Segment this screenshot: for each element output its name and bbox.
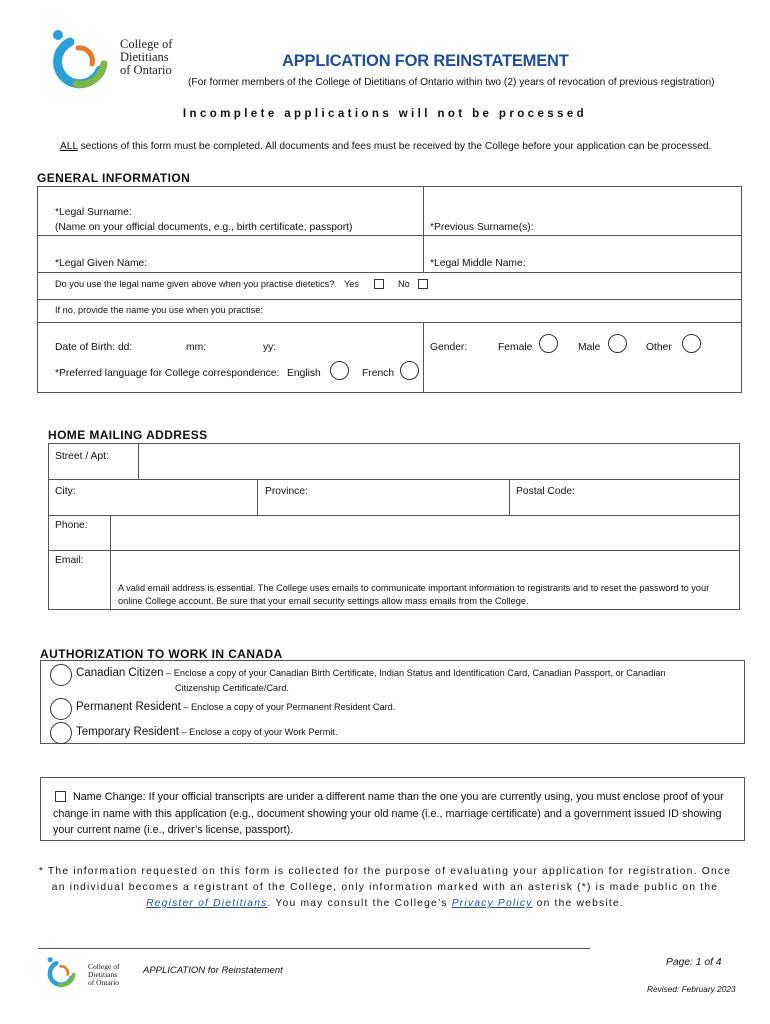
male-radio[interactable] (608, 334, 627, 353)
legal-middle-name-label: *Legal Middle Name: (430, 258, 526, 269)
yes-label: Yes (344, 279, 359, 289)
dob-mm-label: mm: (186, 342, 207, 353)
legal-surname-note: (Name on your official documents, e.g., birth certificate, passport) (55, 222, 353, 233)
privacy-text-2: . You may consult the College’s (267, 898, 452, 909)
college-logo (48, 26, 118, 92)
revised-date: Revised: February 2023 (647, 984, 736, 994)
page-subtitle: (For former members of the College of Dietitians of Ontario within two (2) years of revocation of previous registration) (188, 77, 715, 88)
authorization-box (40, 660, 745, 744)
footer-form-name: APPLICATION for Reinstatement (143, 965, 283, 976)
legal-given-name-label: *Legal Given Name: (55, 258, 148, 269)
canadian-citizen-label: Canadian Citizen (76, 667, 164, 679)
notice-rest: sections of this form must be completed. All documents and fees must be received by the College before your application can be processed. (77, 141, 712, 152)
completion-notice (60, 141, 711, 152)
gender-label: Gender: (430, 342, 468, 353)
dob-dd-label: Date of Birth: dd: (55, 342, 133, 353)
general-info-box (37, 186, 742, 393)
footer-logo-line-2: Dietitians (88, 970, 118, 979)
email-label: Email: (55, 555, 84, 566)
french-label: French (362, 368, 395, 379)
name-change-text: Name Change: If your official transcripts are under a different name than the one you are currently using, you must enclose proof of your change in name with this application (e.g., document showing your old name (i.e., marriage certificate) and a government issued ID showing your current name (i.e., driver’s license, passport). (53, 791, 724, 836)
practise-name-question: Do you use the legal name given above when you practise dietetics? (55, 279, 335, 289)
phone-field[interactable] (113, 518, 733, 547)
no-checkbox[interactable] (418, 279, 428, 289)
province-label: Province: (265, 486, 308, 497)
temporary-resident-option (76, 726, 338, 738)
temporary-resident-radio[interactable] (50, 722, 72, 744)
no-label: No (398, 279, 410, 289)
footer-logo (45, 955, 81, 989)
temporary-resident-desc: – Enclose a copy of your Work Permit. (178, 727, 338, 737)
register-of-dietitians-link[interactable]: Register of Dietitians (146, 898, 268, 909)
page-title: APPLICATION FOR REINSTATEMENT (282, 52, 569, 70)
street-label: Street / Apt: (55, 451, 109, 462)
dob-yy-label: yy: (263, 342, 277, 353)
language-label: *Preferred language for College correspondence: (55, 368, 280, 379)
general-heading: GENERAL INFORMATION (37, 171, 191, 185)
incomplete-warning: Incomplete applications will not be processed (182, 108, 588, 120)
permanent-resident-label: Permanent Resident (76, 701, 181, 713)
yes-checkbox[interactable] (374, 279, 384, 289)
permanent-resident-option (76, 701, 395, 713)
english-label: English (287, 368, 321, 379)
previous-surname-label: *Previous Surname(s): (430, 222, 534, 233)
logo-line-3: of Ontario (120, 63, 172, 77)
canadian-citizen-desc-2: Citizenship Certificate/Card. (175, 683, 289, 693)
canadian-citizen-desc: – Enclose a copy of your Canadian Birth Certificate, Indian Status and Identification Card, Canadian Passport, or Canadian (163, 668, 666, 678)
female-radio[interactable] (539, 334, 558, 353)
email-note: A valid email address is essential. The College uses emails to communicate important information to registrants and to reset the password to your online College account. Be sure that your email security settings allow mass emails from the College. (118, 583, 710, 606)
permanent-resident-desc: – Enclose a copy of your Permanent Resident Card. (180, 702, 396, 712)
name-change-box (40, 777, 745, 841)
privacy-policy-link[interactable]: Privacy Policy (451, 898, 533, 909)
city-label: City: (55, 486, 76, 497)
footer-divider (38, 948, 590, 949)
postal-code-label: Postal Code: (516, 486, 575, 497)
male-label: Male (578, 342, 601, 353)
temporary-resident-label: Temporary Resident (76, 726, 179, 738)
logo-line-2: Dietitians (120, 50, 169, 64)
legal-surname-label: *Legal Surname: (55, 207, 132, 218)
other-label: Other (646, 342, 672, 353)
notice-all: ALL (60, 141, 78, 152)
english-radio[interactable] (330, 361, 349, 380)
canadian-citizen-option (76, 667, 666, 679)
canadian-citizen-radio[interactable] (50, 664, 72, 686)
logo-wordmark (120, 38, 172, 77)
street-field[interactable] (141, 447, 731, 476)
female-label: Female (498, 342, 533, 353)
page-number: Page: 1 of 4 (666, 957, 722, 968)
footer-wordmark (88, 963, 119, 987)
french-radio[interactable] (400, 361, 419, 380)
email-field[interactable] (113, 553, 733, 577)
privacy-text-3: on the website. (532, 898, 624, 909)
footer-logo-line-3: of Ontario (88, 978, 120, 987)
other-radio[interactable] (682, 334, 701, 353)
authorization-heading: AUTHORIZATION TO WORK IN CANADA (40, 647, 283, 661)
logo-line-1: College of (120, 37, 173, 51)
privacy-text-1: * The information requested on this form is collected for the purpose of evaluating your application for registration. Once an individual becomes a registrant of the College, only information marked with an asterisk (*) is made public on the (38, 866, 732, 893)
mailing-heading: HOME MAILING ADDRESS (48, 428, 208, 442)
permanent-resident-radio[interactable] (50, 698, 72, 720)
privacy-notice (30, 864, 740, 912)
footer-logo-line-1: College of (88, 962, 120, 971)
phone-label: Phone: (55, 520, 88, 531)
mailing-address-box (48, 443, 740, 610)
practise-name-label: If no, provide the name you use when you practise: (55, 305, 263, 315)
